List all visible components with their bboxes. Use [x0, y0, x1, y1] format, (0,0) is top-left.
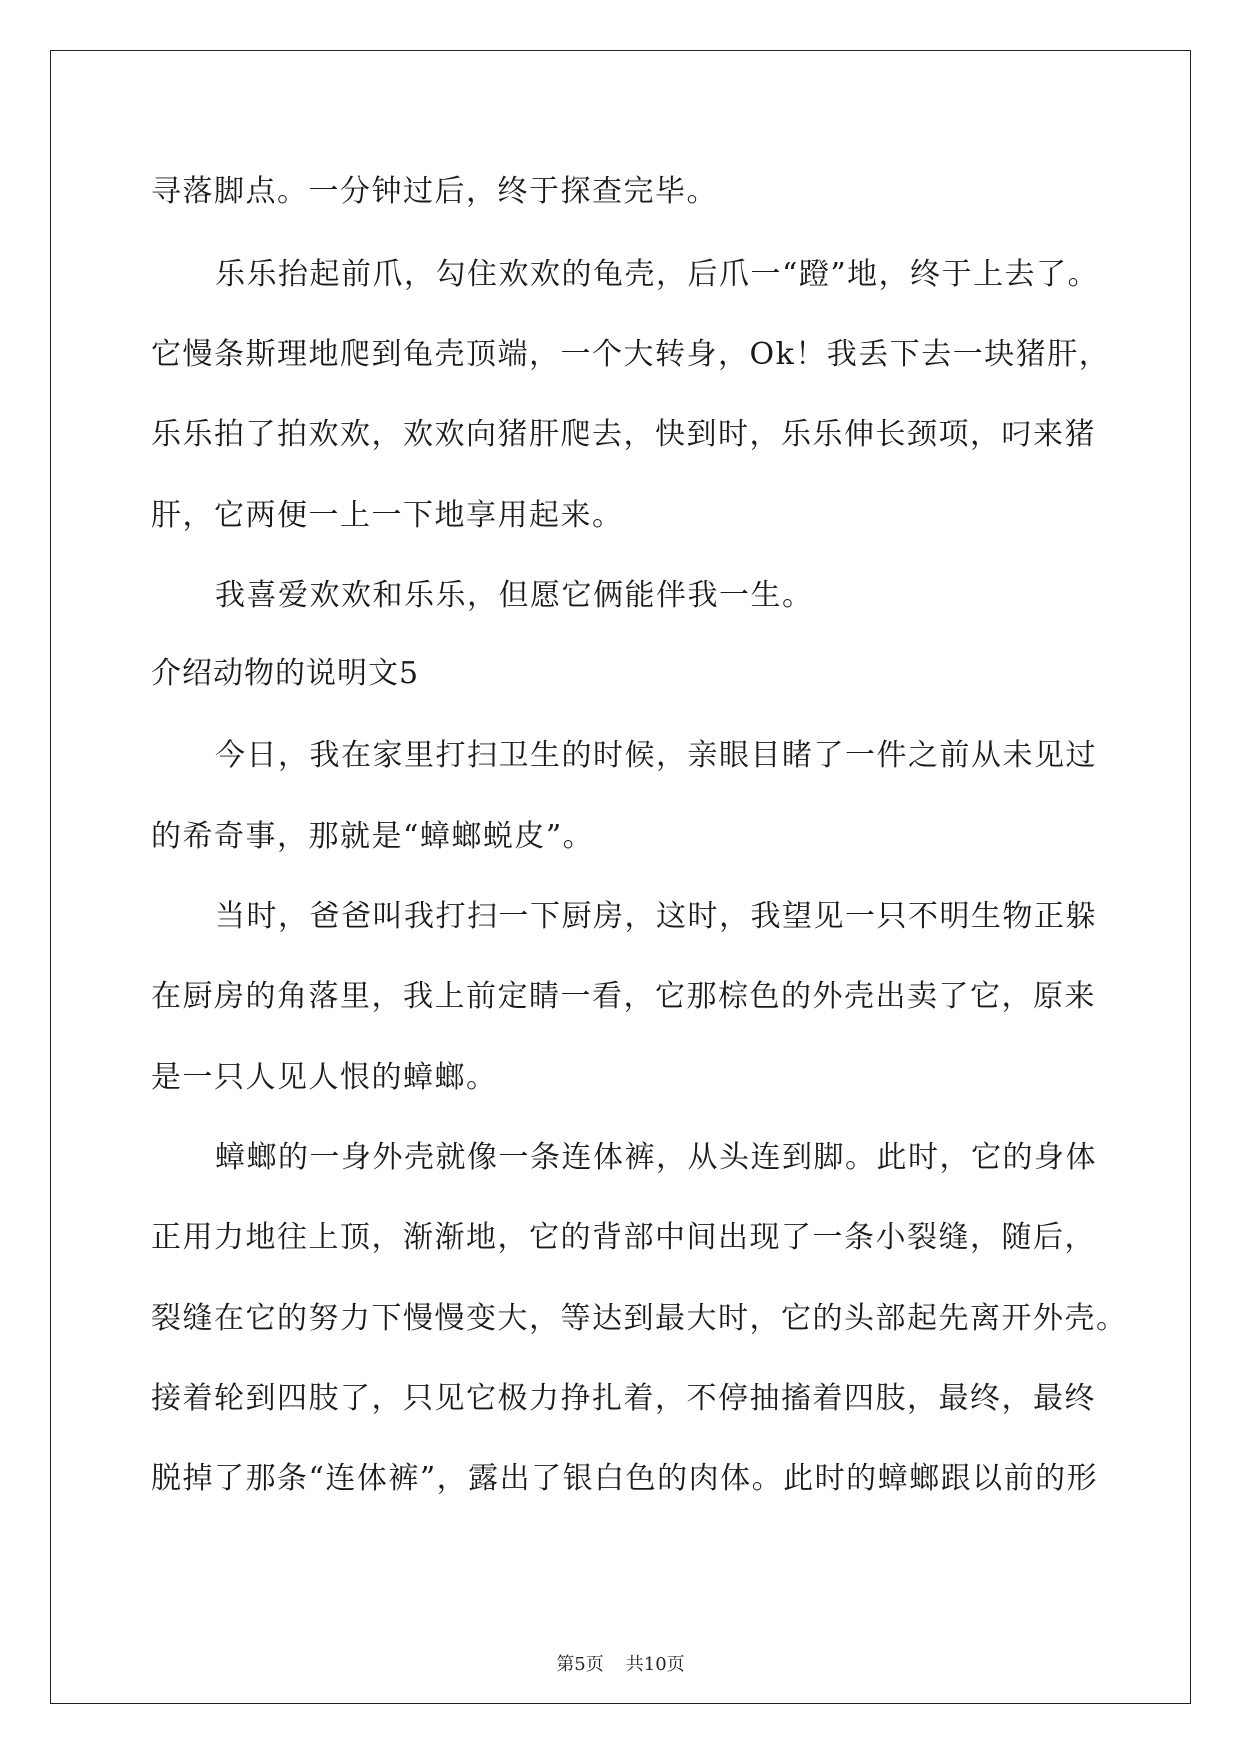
text-line-14: 正用力地往上顶，渐渐地，它的背部中间出现了一条小裂缝，随后， — [151, 1220, 1096, 1255]
page-total: 共10页 — [625, 1654, 685, 1675]
text-line-2: 乐乐抬起前爪，勾住欢欢的龟壳，后爪一“蹬”地，终于上去了。 — [215, 257, 1100, 292]
text-line-5: 肝，它两便一上一下地享用起来。 — [151, 498, 624, 533]
text-line-9: 的希奇事，那就是“蟑螂蜕皮”。 — [151, 819, 595, 854]
text-line-4: 乐乐拍了拍欢欢，欢欢向猪肝爬去，快到时，乐乐伸长颈项，叼来猪 — [151, 417, 1096, 452]
text-line-10: 当时，爸爸叫我打扫一下厨房，这时，我望见一只不明生物正躲 — [215, 899, 1097, 934]
text-line-6: 我喜爱欢欢和乐乐，但愿它俩能伴我一生。 — [215, 578, 814, 613]
text-line-13: 蟑螂的一身外壳就像一条连体裤，从头连到脚。此时，它的身体 — [215, 1140, 1097, 1175]
page-number: 第5页 — [556, 1654, 604, 1675]
page-border — [50, 50, 1191, 1704]
text-line-16: 接着轮到四肢了，只见它极力挣扎着，不停抽搐着四肢，最终，最终 — [151, 1381, 1096, 1416]
text-line-3: 它慢条斯理地爬到龟壳顶端，一个大转身，Ok！我丢下去一块猪肝， — [151, 337, 1111, 372]
text-line-11: 在厨房的角落里，我上前定睛一看，它那棕色的外壳出卖了它，原来 — [151, 979, 1096, 1014]
text-line-12: 是一只人见人恨的蟑螂。 — [151, 1060, 498, 1095]
page-footer — [0, 1654, 1241, 1676]
text-line-15: 裂缝在它的努力下慢慢变大，等达到最大时，它的头部起先离开外壳。 — [151, 1301, 1128, 1336]
text-line-17: 脱掉了那条“连体裤”，露出了银白色的肉体。此时的蟑螂跟以前的形 — [151, 1461, 1099, 1496]
text-line-1: 寻落脚点。一分钟过后，终于探查完毕。 — [151, 174, 718, 209]
text-line-8: 今日，我在家里打扫卫生的时候，亲眼目睹了一件之前从未见过 — [215, 738, 1097, 773]
section-heading: 介绍动物的说明文5 — [151, 656, 420, 691]
